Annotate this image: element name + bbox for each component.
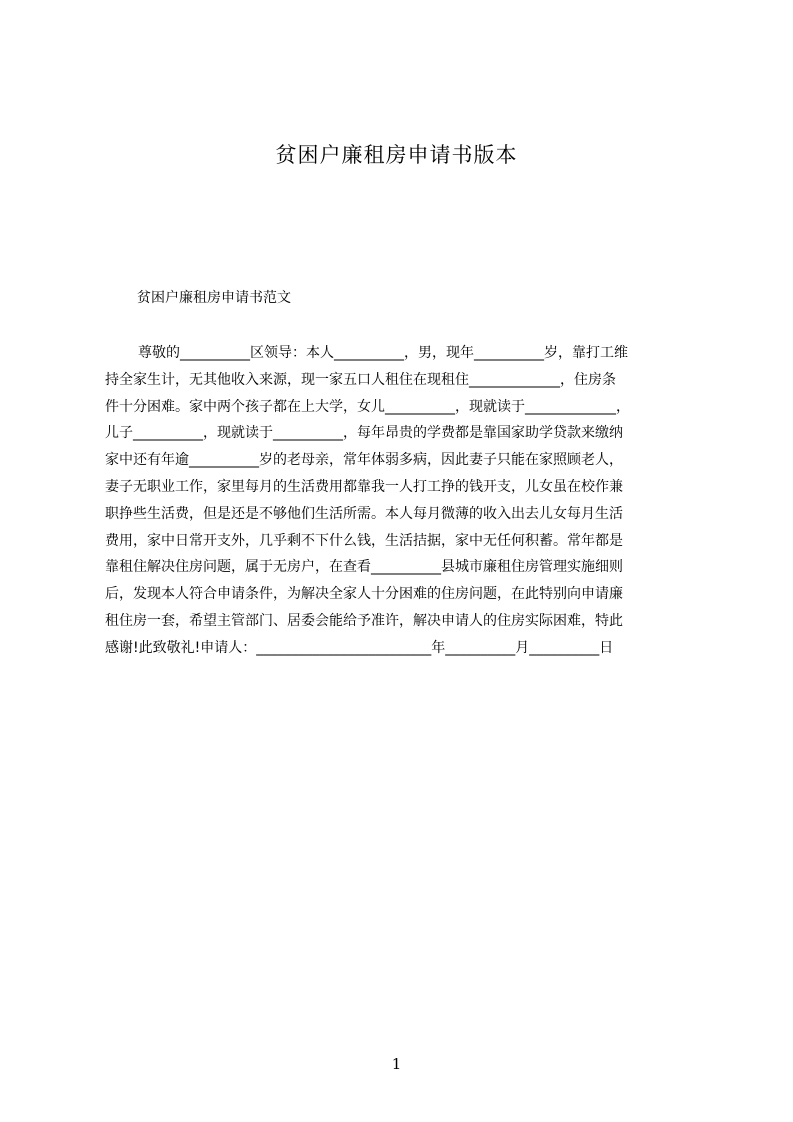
body-line: 尊敬的__________区领导：本人__________，男，现年__________岁，靠打工维 [138,345,628,361]
body-line: 职挣些生活费，但是还是不够他们生活所需。本人每月微薄的收入出去儿女每月生活 [105,505,623,522]
body-line: 件十分困难。家中两个孩子都在上大学，女儿__________，现就读于_____________， [105,398,630,415]
body-line: 后，发现本人符合申请条件，为解决全家人十分困难的住房问题，在此特别向申请廉 [105,586,623,603]
body-line: 儿子__________，现就读于__________，每年昂贵的学费都是靠国家助学贷款来缴纳 [105,425,623,442]
document-subtitle: 贫困户廉租房申请书范文 [137,290,291,306]
body-line: 家中还有年逾__________岁的老母亲，常年体弱多病，因此妻子只能在家照顾老人， [105,452,623,469]
body-line: 费用，家中日常开支外，几乎剩不下什么钱，生活拮据，家中无任何积蓄。常年都是 [105,532,623,549]
body-line: 租住房一套，希望主管部门、居委会能给予准许，解决申请人的住房实际困难，特此 [105,612,623,629]
application-body [105,340,705,662]
body-line-signature: 感谢!此致敬礼!申请人：_________________________年__________月__________日 [105,639,614,656]
document-title: 贫困户廉租房申请书版本 [275,143,518,167]
body-line: 持全家生计，无其他收入来源，现一家五口人租住在现租住_____________，住房条 [105,371,616,388]
page-number: 1 [391,1055,402,1073]
body-line: 靠租住解决住房问题，属于无房户，在查看__________县城市廉租住房管理实施细则 [105,559,623,576]
body-line: 妻子无职业工作，家里每月的生活费用都靠我一人打工挣的钱开支，儿女虽在校作兼 [105,478,623,495]
